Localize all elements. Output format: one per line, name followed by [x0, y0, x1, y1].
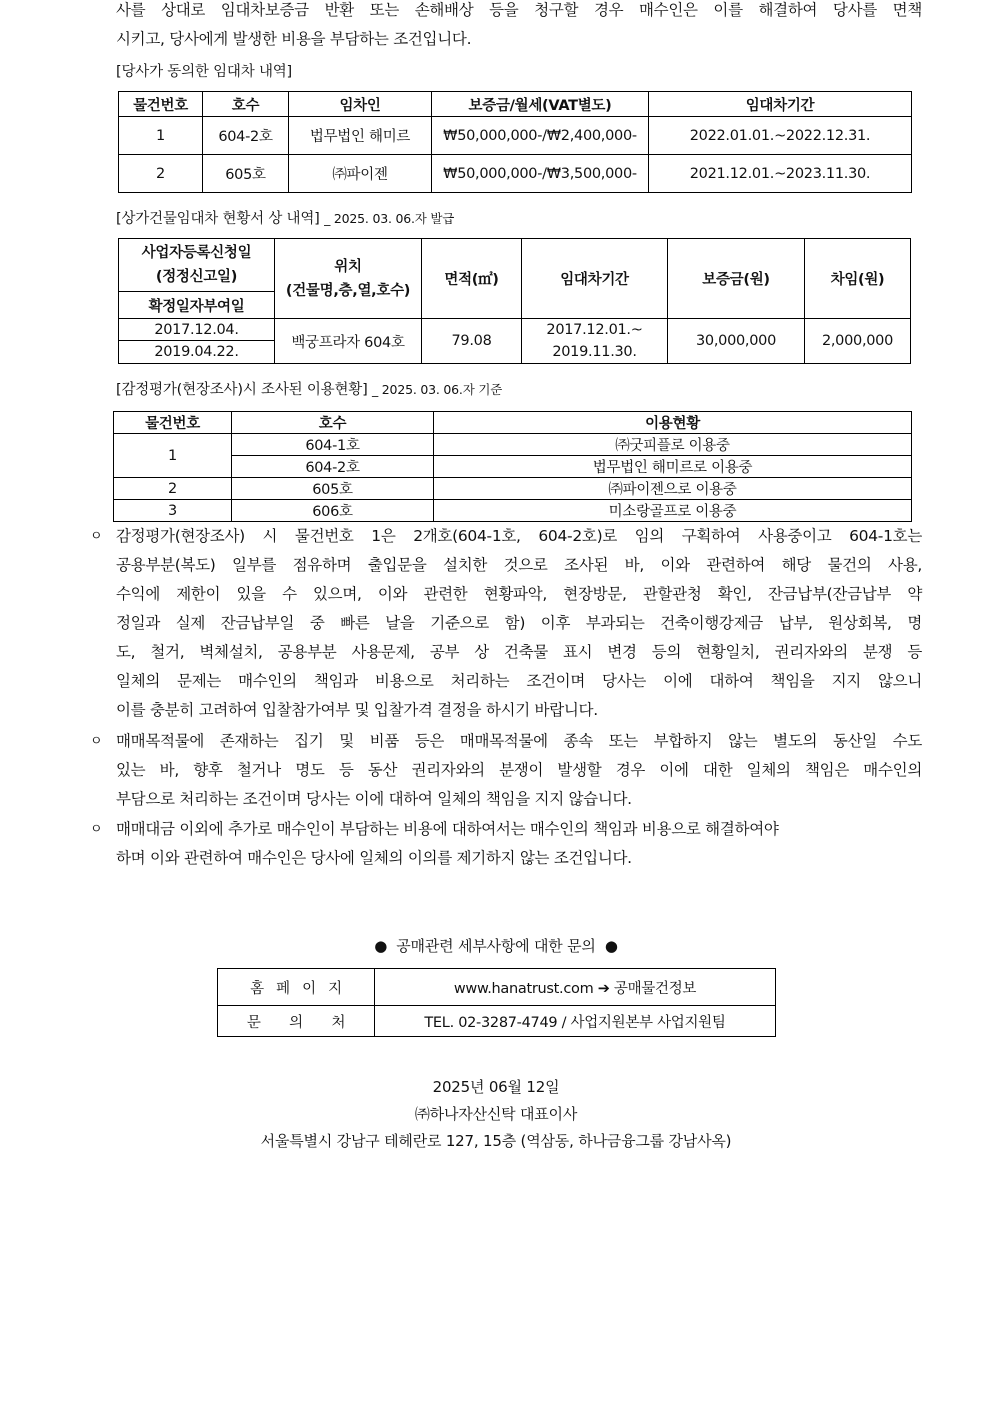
footer-address: 서울특별시 강남구 테헤란로 127, 15층 (역삼동, 하나금융그룹 강남사옥) [260, 1132, 732, 1150]
table-cell: 1 [119, 117, 203, 155]
table-row [114, 500, 912, 522]
table-row [119, 319, 911, 341]
text-line: 매매목적물에 존재하는 집기 및 비품 등은 매매목적물에 종속 또는 부합하지 않는 별도의 동산일 수도 [116, 732, 922, 750]
contact-value: TEL. 02-3287-4749 / 사업지원본부 사업지원팀 [375, 1006, 776, 1037]
homepage-link[interactable]: www.hanatrust.com [453, 980, 594, 997]
arrow-right-icon: ➔ [597, 980, 610, 997]
location-header-line1: 위치 [334, 258, 362, 275]
reg-date-cell: 2017.12.04. [119, 319, 275, 341]
reg-date-header [119, 239, 275, 292]
footer-company: ㈜하나자산신탁 대표이사 [414, 1105, 578, 1123]
area-header: 면적(㎡) [422, 239, 522, 319]
lease-agreed-table [118, 91, 912, 193]
period-header: 임대차기간 [522, 239, 668, 319]
table-cell: ₩50,000,000-/₩2,400,000- [432, 117, 649, 155]
table-cell: 2022.01.01.~2022.12.31. [649, 117, 912, 155]
inquiry-title-text: 공매관련 세부사항에 대한 문의 [396, 937, 596, 955]
usage-status-table [113, 411, 912, 522]
header-cell: 호수 [203, 92, 289, 117]
table-cell: 2 [119, 155, 203, 193]
table-cell: 604-2호 [203, 117, 289, 155]
text-line: 정일과 실제 잔금납부일 중 빠른 날을 기준으로 함) 이후 부과되는 건축이행강제금 납부, 원상회복, 명 [116, 614, 922, 632]
lease-agreed-title: [당사가 동의한 임대차 내역] [116, 64, 293, 80]
text-line: 도, 철거, 벽체설치, 공용부분 사용문제, 공부 상 건축물 표시 변경 등의 현황일치, 권리자와의 분쟁 등 [116, 643, 922, 661]
bullet-text [116, 727, 922, 814]
bullet-text [116, 815, 922, 873]
table-cell: ㈜파이젠 [289, 155, 432, 193]
period-start: 2017.12.01.~ [546, 322, 643, 338]
bullet-text [116, 522, 922, 725]
location-cell: 백궁프라자 604호 [275, 319, 422, 364]
table-cell: 605호 [203, 155, 289, 193]
header-cell: 물건번호 [119, 92, 203, 117]
usage-status-title-sub: _ 2025. 03. 06.자 기준 [371, 382, 503, 397]
commercial-lease-title [116, 207, 454, 228]
table-cell: ㈜굿피플로 이용중 [434, 434, 912, 456]
homepage-label: 홈 페 이 지 [218, 969, 375, 1006]
fixed-date-header: 확정일자부여일 [119, 292, 275, 319]
table-row [114, 478, 912, 500]
table-cell: 604-1호 [232, 434, 434, 456]
table-cell: 법무법인 해미르로 이용중 [434, 456, 912, 478]
bullet-dot-icon: ● [374, 937, 388, 955]
inquiry-title [0, 935, 992, 956]
period-end: 2019.11.30. [552, 344, 637, 360]
table-header-row [114, 412, 912, 434]
table-row [114, 434, 912, 456]
homepage-target: 공매물건정보 [613, 980, 697, 997]
table-cell: 1 [114, 434, 232, 478]
text-line: 수익에 제한이 있을 수 있으며, 이와 관련한 현황파악, 현장방문, 관할관청 확인, 잔금납부(잔금납부 약 [116, 585, 922, 603]
bullet-dot-icon: ● [604, 937, 618, 955]
table-cell: 3 [114, 500, 232, 522]
table-cell: 법무법인 해미르 [289, 117, 432, 155]
usage-status-title [116, 378, 502, 399]
location-header-line2: (건물명,층,열,호수) [285, 282, 411, 299]
table-row [119, 155, 912, 193]
contact-label: 문 의 처 [218, 1006, 375, 1037]
inquiry-table [217, 968, 776, 1037]
table-cell: 606호 [232, 500, 434, 522]
area-cell: 79.08 [422, 319, 522, 364]
table-cell: 605호 [232, 478, 434, 500]
text-line: 일체의 문제는 매수인의 책임과 비용으로 처리하는 조건이며 당사는 이에 대하여 책임을 지지 않으니 [116, 672, 922, 690]
header-cell: 이용현황 [434, 412, 912, 434]
reg-date-header-line1: 사업자등록신청일 [141, 245, 252, 261]
header-cell: 임대차기간 [649, 92, 912, 117]
text-line: 있는 바, 향후 철거나 명도 등 동산 권리자와의 분쟁이 발생할 경우 이에 대한 일체의 책임은 매수인의 [116, 761, 922, 779]
intro-line-2: 시키고, 당사에게 발생한 비용을 부담하는 조건입니다. [116, 30, 472, 48]
header-cell: 임차인 [289, 92, 432, 117]
table-cell: 미소랑골프로 이용중 [434, 500, 912, 522]
text-line: 공용부분(복도) 일부를 점유하며 출입문을 설치한 것으로 조사된 바, 이와 관련하여 해당 물건의 사용, [116, 556, 922, 574]
commercial-lease-table [118, 238, 911, 364]
table-row [114, 456, 912, 478]
table-row [218, 969, 776, 1006]
usage-status-title-main: [감정평가(현장조사)시 조사된 이용현황] [116, 382, 368, 398]
homepage-cell [375, 969, 776, 1006]
table-header-row [119, 92, 912, 117]
table-row [119, 117, 912, 155]
table-cell: ㈜파이젠으로 이용중 [434, 478, 912, 500]
fixed-date-cell: 2019.04.22. [119, 341, 275, 364]
header-cell: 보증금/월세(VAT별도) [432, 92, 649, 117]
deposit-header: 보증금(원) [668, 239, 805, 319]
location-header [275, 239, 422, 319]
deposit-cell: 30,000,000 [668, 319, 805, 364]
text-line: 하며 이와 관련하여 매수인은 당사에 일체의 이의를 제기하지 않는 조건입니다. [116, 849, 632, 867]
rent-cell: 2,000,000 [805, 319, 911, 364]
bullet-mark: ㅇ [90, 734, 103, 749]
period-cell [522, 319, 668, 364]
commercial-lease-title-sub: _ 2025. 03. 06.자 발급 [324, 211, 455, 226]
bullet-mark: ㅇ [90, 822, 103, 837]
text-line: 부담으로 처리하는 조건이며 당사는 이에 대하여 일체의 책임을 지지 않습니다. [116, 790, 632, 808]
reg-date-header-line2: (정정신고일) [155, 269, 238, 285]
text-line: 매매대금 이외에 추가로 매수인이 부담하는 비용에 대하여서는 매수인의 책임과 비용으로 해결하여야 [116, 820, 779, 838]
intro-line-1: 사를 상대로 임대차보증금 반환 또는 손해배상 등을 청구할 경우 매수인은 이를 해결하여 당사를 면책 [116, 1, 922, 19]
header-cell: 호수 [232, 412, 434, 434]
table-cell: 2 [114, 478, 232, 500]
footer-date: 2025년 06월 12일 [432, 1078, 560, 1096]
table-cell: ₩50,000,000-/₩3,500,000- [432, 155, 649, 193]
table-cell: 604-2호 [232, 456, 434, 478]
table-cell: 2021.12.01.~2023.11.30. [649, 155, 912, 193]
text-line: 이를 충분히 고려하여 입찰참가여부 및 입찰가격 결정을 하시기 바랍니다. [116, 701, 598, 719]
commercial-lease-title-main: [상가건물임대차 현황서 상 내역] [116, 211, 320, 227]
header-cell: 물건번호 [114, 412, 232, 434]
table-row [218, 1006, 776, 1037]
text-line: 감정평가(현장조사) 시 물건번호 1은 2개호(604-1호, 604-2호)로 임의 구획하여 사용중이고 604-1호는 [116, 527, 922, 545]
rent-header: 차임(원) [805, 239, 911, 319]
bullet-mark: ㅇ [90, 529, 103, 544]
